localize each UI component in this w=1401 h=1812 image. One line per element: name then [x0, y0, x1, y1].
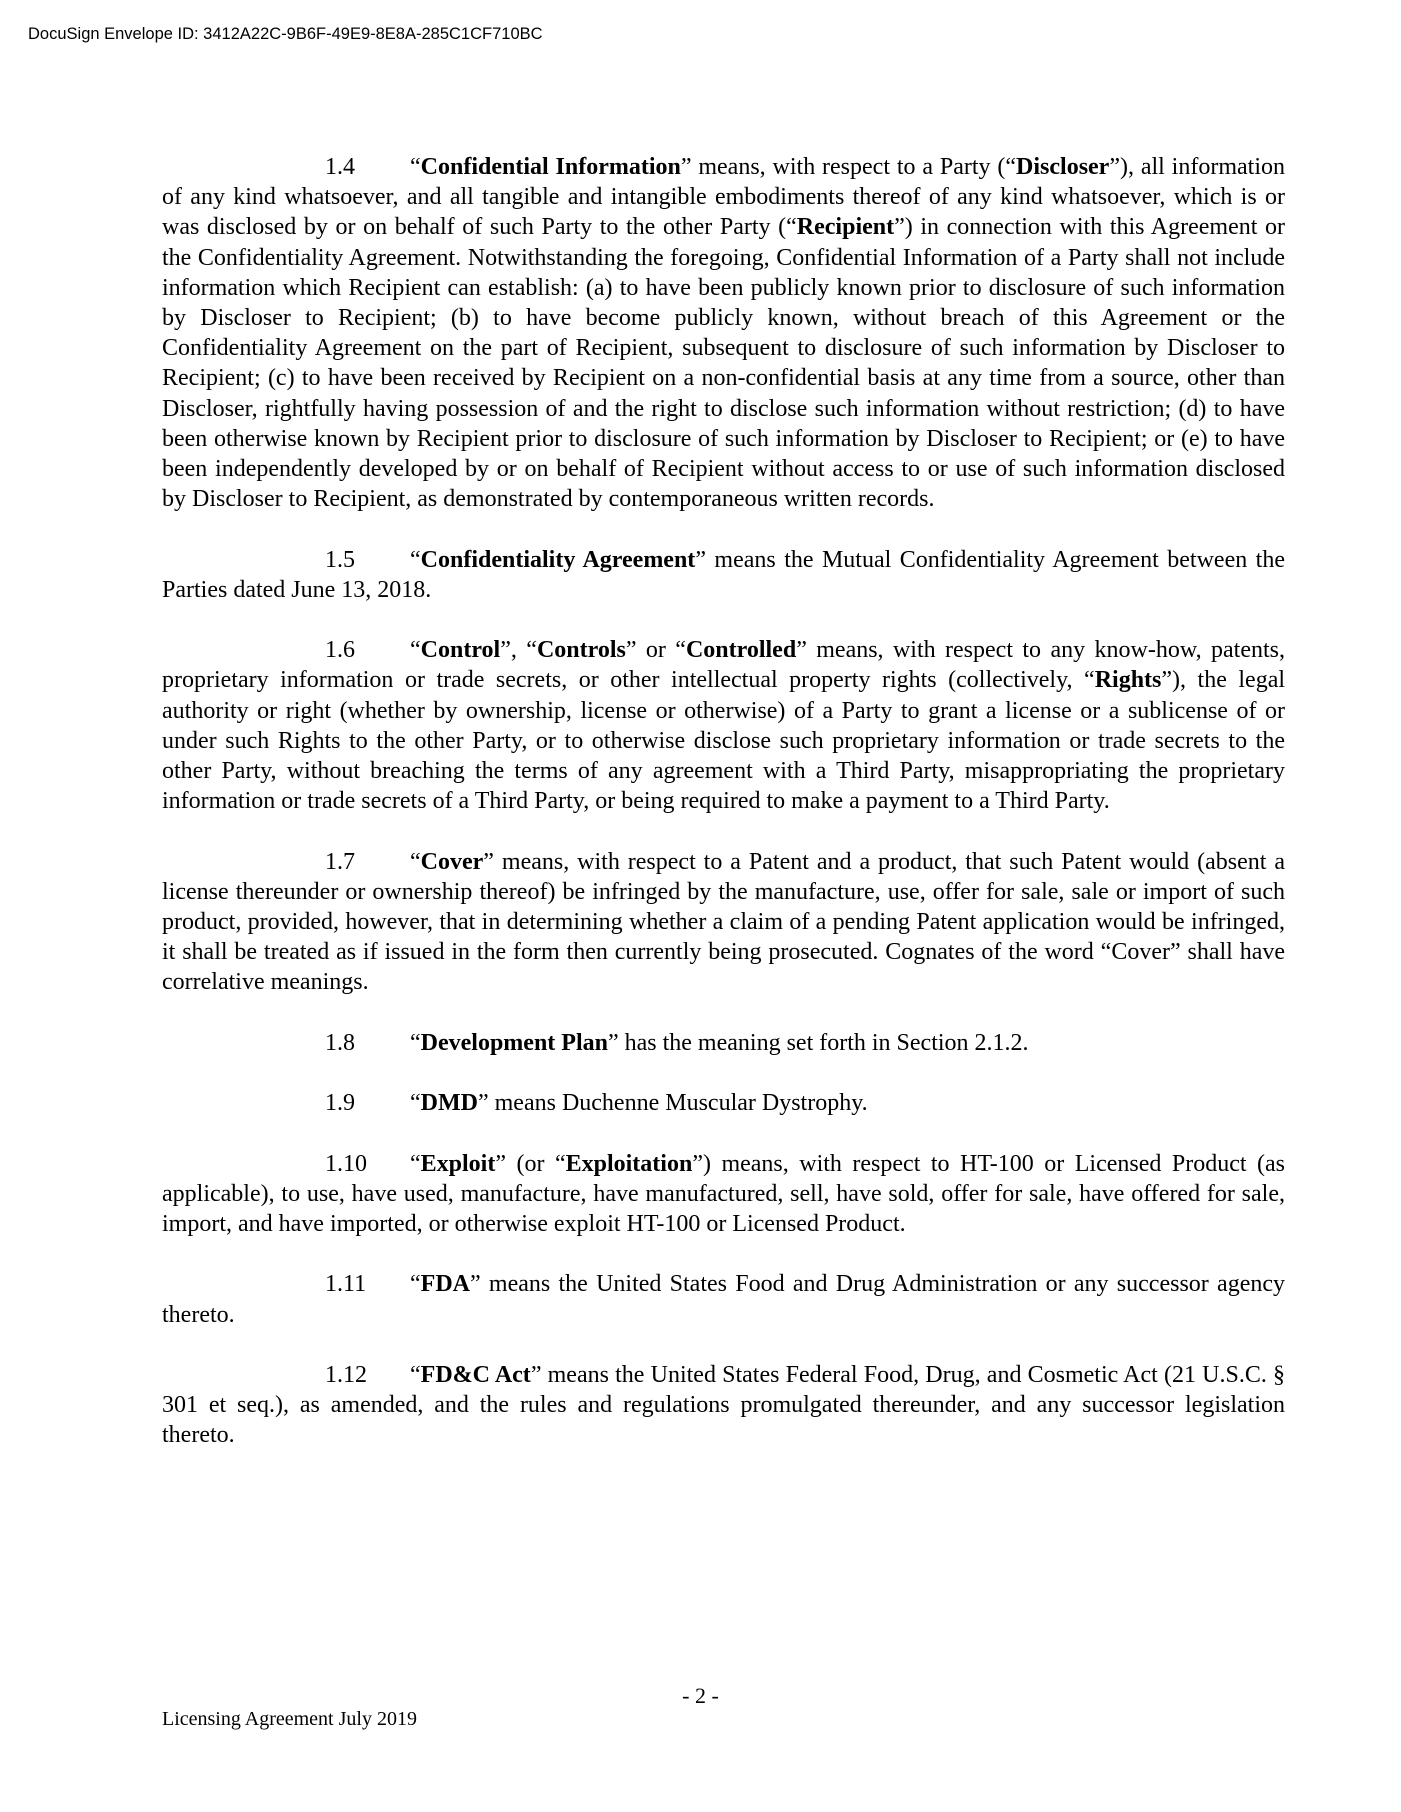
section-number: 1.6 — [325, 637, 355, 664]
text-run: “ — [410, 1271, 421, 1298]
section-number: 1.4 — [325, 154, 355, 180]
text-run: ” means the United States Federal Food, Drug, and Cosmetic Act (21 U.S.C. § 301 et seq.), as amended, and the rules and regulations promulgated thereunder, and any successor legislation thereto. — [162, 1362, 1286, 1449]
text-run: ” means, with respect to a Party (“ — [680, 154, 1017, 180]
defined-term: FDA — [420, 1271, 470, 1298]
text-run: ” or “ — [625, 637, 686, 664]
defined-term: Controls — [536, 637, 626, 664]
text-run: “ — [410, 1029, 421, 1056]
text-run: ”) means, with respect to HT-100 or Licensed Product (as applicable), to use, have used, manufacture, have manufactured, sell, have sold, offer for sale, have offered for sale, import, and have imported, or otherwise exploit HT-100 or Licensed Product. — [162, 1150, 1285, 1238]
text-run: “ — [410, 1362, 421, 1388]
text-run: ”), all information of any kind whatsoever, and all tangible and intangible embodiments thereof of any kind whatsoever, which is or was disclosed by or on behalf of such Party to the other Party (“ — [162, 154, 1285, 241]
text-run: ” means Duchenne Muscular Dystrophy. — [477, 1090, 868, 1117]
text-run: “ — [410, 546, 421, 573]
defined-term: Discloser — [1016, 154, 1110, 180]
section-number: 1.8 — [325, 1029, 355, 1056]
defined-term: DMD — [420, 1090, 478, 1117]
section-number: 1.12 — [325, 1362, 367, 1388]
paragraph-1.6 — [162, 635, 1285, 816]
text-run: ” (or “ — [495, 1150, 566, 1177]
docusign-envelope-id: DocuSign Envelope ID: 3412A22C-9B6F-49E9-8E8A-285C1CF710BC — [28, 25, 543, 43]
paragraph-1.4 — [162, 152, 1285, 514]
section-number: 1.5 — [325, 546, 355, 573]
text-run: “ — [410, 848, 421, 875]
defined-term: Confidential Information — [420, 154, 681, 180]
text-run: ”), the legal authority or right (whether by ownership, license or otherwise) of a Party to grant a license or a sublicense of or under such Rights to the other Party, or to otherwise disclose such proprietary information or trade secrets to the other Party, without breaching the terms of any agreement with a Third Party, misappropriating the proprietary information or trade secrets of a Third Party, or being required to make a payment to a Third Party. — [162, 667, 1286, 815]
text-run: ” has the meaning set forth in Section 2.1.2. — [607, 1029, 1029, 1056]
footer-note: Licensing Agreement July 2019 — [162, 1708, 417, 1730]
text-run: ”) in connection with this Agreement or the Confidentiality Agreement. Notwithstanding the foregoing, Confidential Information of a Party shall not include information which Recipient can establish: (a) to have been publicly known prior to disclosure of such information by Discloser to Recipient; (b) to have become publicly known, without breach of this Agreement or the Confidentiality Agreement on the part of Recipient, subsequent to disclosure of such information by Discloser to Recipient; (c) to have been received by Recipient on a non-confidential basis at any time from a source, other than Discloser, rightfully having possession of and the right to disclose such information without restriction; (d) to have been otherwise known by Recipient prior to disclosure of such information by Discloser to Recipient; or (e) to have been independently developed by or on behalf of Recipient without access to or use of such information disclosed by Discloser to Recipient, as demonstrated by contemporaneous written records. — [162, 214, 1286, 513]
text-run: ”, “ — [500, 637, 537, 664]
text-run: “ — [410, 1150, 421, 1177]
text-run: “ — [410, 1090, 421, 1117]
section-number: 1.10 — [325, 1150, 367, 1177]
section-number: 1.11 — [325, 1271, 367, 1298]
paragraph-1.12 — [162, 1360, 1285, 1451]
paragraph-1.10 — [162, 1149, 1285, 1240]
paragraph-1.11 — [162, 1269, 1285, 1329]
defined-term: Development Plan — [420, 1029, 608, 1056]
defined-term: Exploitation — [565, 1150, 693, 1177]
paragraph-1.8 — [162, 1028, 1285, 1058]
section-number: 1.7 — [325, 848, 355, 875]
defined-term: Controlled — [685, 637, 797, 664]
text-run: “ — [410, 637, 421, 664]
paragraph-1.9 — [162, 1088, 1285, 1118]
document-body — [162, 152, 1285, 1451]
defined-term: FD&C Act — [420, 1362, 531, 1388]
section-number: 1.9 — [325, 1090, 355, 1117]
defined-term: Cover — [420, 848, 484, 875]
defined-term: Control — [420, 637, 501, 664]
paragraph-1.7 — [162, 847, 1285, 998]
page-number: - 2 - — [682, 1683, 719, 1708]
defined-term: Confidentiality Agreement — [420, 546, 696, 573]
text-run: ” means the United States Food and Drug Administration or any successor agency thereto. — [162, 1271, 1285, 1328]
defined-term: Rights — [1094, 667, 1162, 694]
defined-term: Exploit — [420, 1150, 496, 1177]
defined-term: Recipient — [796, 214, 895, 241]
paragraph-1.5 — [162, 545, 1285, 605]
text-run: “ — [410, 154, 421, 180]
text-run: ” means, with respect to a Patent and a product, that such Patent would (absent a license thereunder or ownership thereof) be infringed by the manufacture, use, offer for sale, sale or import of such product, provided, however, that in determining whether a claim of a pending Patent application would be infringed, it shall be treated as if issued in the form then currently being prosecuted. Cognates of the word “Cover” shall have correlative meanings. — [162, 848, 1285, 996]
text-run: ” means, with respect to any know-how, patents, proprietary information or trade secrets, or other intellectual property rights (collectively, “ — [162, 637, 1285, 694]
text-run: ” means the Mutual Confidentiality Agreement between the Parties dated June 13, 2018. — [162, 546, 1285, 603]
